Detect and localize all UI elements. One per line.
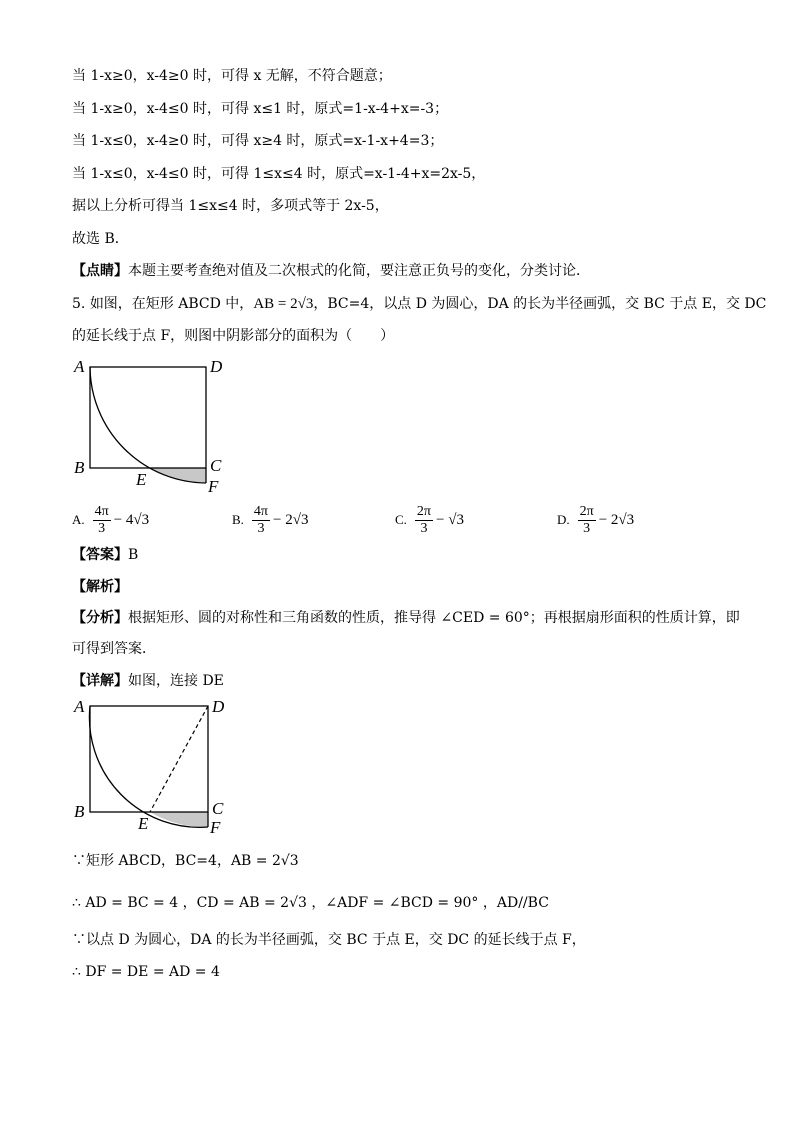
question-number: 5.: [72, 296, 86, 312]
rectangle-abcd: [90, 367, 206, 468]
dianjing-tag: 【点睛】: [72, 263, 128, 279]
proof-line-4: ∴ DF = DE = AD = 4: [72, 964, 220, 980]
arc-af-2: [89, 706, 208, 827]
option-c-letter: C.: [395, 512, 407, 527]
option-c[interactable]: [395, 500, 464, 540]
figure-1: [72, 355, 232, 495]
label-a: A: [74, 357, 85, 376]
option-d-fraction: [578, 504, 596, 537]
label-f: F: [208, 477, 219, 495]
label-f-2: F: [210, 818, 221, 835]
question-line-2: 的延长线于点 F，则图中阴影部分的面积为（ ）: [72, 328, 395, 344]
label-a-2: A: [74, 697, 85, 716]
option-d-rest: − 2√3: [598, 511, 635, 528]
jiexi-tag: 【解析】: [72, 579, 128, 595]
text-line-6: 故选 B．: [72, 231, 129, 247]
dashed-de: [150, 706, 208, 812]
option-a-rest: − 4√3: [113, 511, 150, 528]
option-d-den: 3: [583, 520, 591, 536]
fenxi-line-2: 可得到答案．: [72, 641, 156, 657]
answer-value: B: [128, 547, 139, 563]
option-b-rest: − 2√3: [273, 511, 309, 528]
option-d-num: 2π: [579, 503, 594, 519]
option-c-num: 2π: [416, 503, 431, 519]
text-line-1: 当 1-x≥0，x-4≥0 时，可得 x 无解，不符合题意；: [72, 68, 392, 84]
question-part2: ，BC=4，以点 D 为圆心，DA 的长为半径画弧，交 BC 于点 E，交 DC: [313, 296, 767, 312]
fenxi-line-1: [72, 608, 740, 628]
answer-line: [72, 545, 138, 565]
option-a-fraction: [93, 504, 111, 537]
option-d-letter: D.: [557, 512, 570, 527]
option-c-rest: − √3: [436, 511, 464, 528]
label-d-2: D: [212, 697, 225, 716]
option-a-num: 4π: [94, 503, 109, 519]
label-d: D: [210, 357, 223, 376]
question-part1: 如图，在矩形 ABCD 中，: [89, 296, 254, 312]
fenxi-tag: 【分析】: [72, 610, 128, 626]
shaded-region: [148, 468, 206, 483]
option-b-letter: B.: [232, 512, 244, 527]
label-c-2: C: [212, 799, 224, 818]
proof-line-2: ∴ AD = BC = 4 ，CD = AB = 2√3 ，∠ADF = ∠BCD = 90° ，AD//BC: [72, 895, 549, 911]
proof-line-1: ∵矩形 ABCD，BC=4，AB = 2√3: [72, 853, 299, 869]
label-e-2: E: [138, 814, 149, 833]
option-b-num: 4π: [253, 503, 268, 519]
figure-2: [72, 695, 232, 835]
arc-af: [90, 367, 206, 483]
option-a-letter: A.: [72, 512, 85, 527]
dianjing-text: 本题主要考查绝对值及二次根式的化简，要注意正负号的变化，分类讨论．: [128, 263, 590, 279]
fenxi-text-1: 根据矩形、圆的对称性和三角函数的性质，推导得 ∠CED = 60°；再根据扇形面积的性质计算，即: [128, 610, 740, 626]
option-a-den: 3: [98, 520, 106, 536]
label-e: E: [136, 470, 147, 489]
option-c-den: 3: [420, 520, 428, 536]
option-c-fraction: [415, 504, 433, 537]
option-b-den: 3: [257, 520, 265, 536]
xiangjie-text: 如图，连接 DE: [128, 673, 224, 689]
text-line-4: 当 1-x≤0，x-4≤0 时，可得 1≤x≤4 时，原式=x-1-4+x=2x-5，: [72, 166, 486, 182]
option-b-fraction: [252, 504, 270, 537]
option-d[interactable]: [557, 500, 634, 540]
option-b[interactable]: [232, 500, 308, 540]
label-b: B: [74, 458, 85, 477]
label-b-2: B: [74, 802, 85, 821]
label-c: C: [210, 456, 222, 475]
xiangjie-line: [72, 671, 224, 691]
dianjing-paragraph: [72, 261, 590, 281]
xiangjie-tag: 【详解】: [72, 673, 128, 689]
proof-line-3: ∵以点 D 为圆心，DA 的长为半径画弧，交 BC 于点 E，交 DC 的延长线于点 F，: [72, 932, 586, 948]
text-line-5: 据以上分析可得当 1≤x≤4 时，多项式等于 2x-5，: [72, 198, 389, 214]
answer-tag: 【答案】: [72, 547, 128, 563]
question-ab: AB = 2√3: [253, 296, 314, 312]
question-line-1: [72, 294, 766, 314]
rectangle-abcd-2: [90, 706, 208, 812]
option-a[interactable]: [72, 500, 149, 540]
text-line-3: 当 1-x≤0，x-4≥0 时，可得 x≥4 时，原式=x-1-x+4=3；: [72, 133, 444, 149]
text-line-2: 当 1-x≥0，x-4≤0 时，可得 x≤1 时，原式=1-x-4+x=-3；: [72, 101, 449, 117]
